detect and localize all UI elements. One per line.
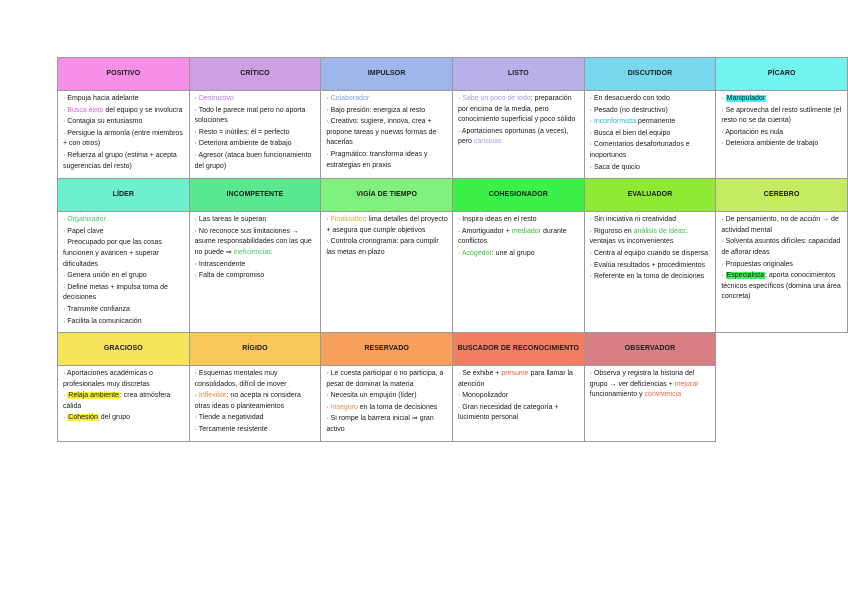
trait-text: · Empuja hacia adelante <box>63 95 139 102</box>
trait-text: : une al grupo <box>491 249 535 257</box>
role-traits-listo <box>452 91 584 179</box>
trait-text: · Las tareas le superan <box>194 216 267 224</box>
role-title: GRACIOSO <box>103 345 143 353</box>
role-traits-cohesionador <box>452 212 584 333</box>
role-header-cerebro <box>716 179 848 212</box>
trait-text: · Monopolizador <box>457 392 509 400</box>
trait-text: durante conflictos <box>457 227 567 246</box>
trait-item <box>63 94 185 105</box>
role-title: EVALUADOR <box>627 191 673 199</box>
trait-item <box>721 139 843 150</box>
trait-text: · Intrascendente <box>194 260 246 268</box>
trait-text: · Amortiguador + <box>457 227 512 235</box>
colored-text: convivencia <box>644 391 682 399</box>
role-traits-incompetente <box>189 212 321 333</box>
role-traits-picaro <box>716 91 848 179</box>
role-header-positivo <box>58 58 190 91</box>
trait-item <box>63 129 185 150</box>
role-header-evaluador <box>584 179 716 212</box>
role-traits-vigia-de-tiempo <box>321 212 453 333</box>
trait-item <box>721 94 843 105</box>
trait-item <box>195 215 317 226</box>
trait-item <box>195 369 317 390</box>
trait-text: · <box>63 106 68 114</box>
trait-text: · Solventa asuntos difíciles: capacidad de aflorar ideas <box>721 238 841 256</box>
trait-text: · Falta de compromiso <box>194 272 265 280</box>
trait-text: · Refuerza al grupo (estima + acepta sugerencias del resto) <box>63 151 177 170</box>
trait-item <box>326 403 448 414</box>
trait-item <box>326 106 448 117</box>
trait-item <box>458 127 580 148</box>
role-title: CRÍTICO <box>240 70 270 77</box>
trait-item <box>590 272 712 283</box>
trait-item <box>63 271 185 282</box>
colored-text: Organizador <box>67 216 106 224</box>
role-header-vigia-de-tiempo <box>321 179 453 212</box>
role-title: DISCUTIDOR <box>627 70 673 77</box>
trait-item <box>326 237 448 258</box>
role-traits-impulsor <box>321 91 453 179</box>
role-title: LÍDER <box>112 191 135 199</box>
trait-item <box>590 215 712 226</box>
trait-text: · Evalúa resultados + procedimientos <box>589 261 706 269</box>
role-title: RESERVADO <box>364 345 409 353</box>
empty-cell <box>716 366 848 442</box>
trait-item <box>590 106 712 117</box>
trait-item <box>590 261 712 272</box>
trait-text: · Persigue la armonía (entre miembros + con otros) <box>63 129 183 148</box>
trait-item <box>195 413 317 424</box>
trait-text: del grupo <box>98 414 130 422</box>
trait-text: · Define metas + impulsa toma de decisiones <box>63 283 168 302</box>
trait-text: · De pensamiento, no de acción → de actividad mental <box>721 216 839 234</box>
trait-item <box>63 151 185 172</box>
trait-text: · Esquemas mentales muy consolidados, difícil de mover <box>194 370 287 388</box>
colored-text: Inconformista <box>593 118 636 126</box>
content-row <box>58 212 848 333</box>
colored-text: mediador <box>511 227 542 235</box>
trait-text: · Aportaciones oportunas (a veces), pero <box>457 127 569 146</box>
empty-cell <box>716 333 848 366</box>
role-header-reservado <box>321 333 453 366</box>
trait-item <box>590 249 712 260</box>
role-title: VIGÍA DE TIEMPO <box>356 191 417 199</box>
trait-text: · Controla cronograma: para cumplir las metas en plazo <box>326 238 439 256</box>
trait-item <box>458 94 580 126</box>
trait-item <box>195 425 317 436</box>
trait-item <box>458 249 580 260</box>
role-title: RÍGIDO <box>242 345 268 353</box>
trait-text: · <box>457 95 463 102</box>
trait-text: · Se aprovecha del resto sutilmente (el resto no se da cuenta) <box>721 106 842 125</box>
trait-text: · <box>194 392 199 400</box>
trait-text: · <box>194 95 199 102</box>
trait-text: · Facilita la comunicación <box>63 317 142 325</box>
trait-text: · <box>589 118 594 126</box>
highlighted-text: Cohesión <box>68 414 98 422</box>
trait-text: · Deteriora ambiente de trabajo <box>194 140 292 148</box>
trait-text: · Observa y registra la historia del grupo → ver deficiencias + <box>589 370 695 388</box>
trait-item <box>721 271 843 303</box>
trait-item <box>590 369 712 401</box>
role-title: IMPULSOR <box>367 70 406 77</box>
role-title: POSITIVO <box>106 70 141 77</box>
trait-text: · Necesita un empujón (líder) <box>326 392 417 400</box>
colored-text: Colaborador <box>330 95 370 102</box>
header-row <box>58 179 848 212</box>
colored-text: Sabe un poco de todo <box>462 95 531 102</box>
trait-text: : ventajas vs inconvenientes <box>589 227 688 246</box>
colored-text: análisis de ideas <box>633 227 686 235</box>
trait-item <box>63 369 185 390</box>
trait-text: : lima detalles del proyecto + asegura que cumple objetivos <box>326 216 448 234</box>
trait-text: : crea atmósfera cálida <box>63 392 171 410</box>
trait-text: · <box>721 272 726 280</box>
trait-text: · Tiende a negatividad <box>194 414 264 422</box>
trait-text: · Se exhibe + <box>457 370 502 378</box>
trait-text: · Preocupado por que las cosas funcionen y avancen + superar dificultades <box>63 239 162 268</box>
colored-text: ineficiencias <box>233 248 272 256</box>
trait-text: · Papel clave <box>63 227 104 235</box>
colored-text: presume <box>501 370 529 378</box>
role-header-listo <box>452 58 584 91</box>
role-header-cohesionador <box>452 179 584 212</box>
trait-item <box>63 413 185 424</box>
trait-text: · Pragmático: transforma ideas y estrategias en praxis <box>326 150 428 169</box>
trait-item <box>590 140 712 161</box>
trait-item <box>63 305 185 316</box>
trait-item <box>458 369 580 390</box>
role-header-buscador-de-reconocimiento <box>452 333 584 366</box>
trait-text: · Resto = inútiles; él = perfecto <box>194 128 290 136</box>
role-traits-cerebro <box>716 212 848 333</box>
trait-item <box>326 117 448 149</box>
role-traits-positivo <box>58 91 190 179</box>
trait-text: · Todo le parece mal pero no aporta soluciones <box>194 106 306 125</box>
highlighted-text: Manipulador <box>726 95 766 102</box>
role-header-observador <box>584 333 716 366</box>
role-title: LISTO <box>507 70 529 77</box>
colored-text: mejorar <box>674 380 699 388</box>
role-traits-evaluador <box>584 212 716 333</box>
colored-text: Acogedor <box>461 249 492 257</box>
trait-item <box>326 369 448 390</box>
role-title: PÍCARO <box>767 70 796 77</box>
trait-text: · Referente en la toma de decisiones <box>589 273 705 281</box>
trait-text: · No reconoce sus limitaciones → asume responsabilidades con las que no puede ⇒ <box>194 227 312 256</box>
roles-table <box>57 57 848 442</box>
trait-item <box>590 129 712 140</box>
trait-text: · Pesado (no destructivo) <box>589 106 668 114</box>
trait-item <box>195 227 317 259</box>
trait-item <box>326 94 448 105</box>
trait-item <box>63 117 185 128</box>
role-traits-rigido <box>189 366 321 442</box>
role-title: COHESIONADOR <box>488 191 548 199</box>
trait-item <box>195 106 317 127</box>
trait-text: · <box>326 403 331 411</box>
trait-item <box>458 403 580 424</box>
trait-item <box>326 150 448 171</box>
trait-item <box>63 227 185 238</box>
trait-text: · Genera unión en el grupo <box>63 272 147 280</box>
trait-item <box>195 151 317 172</box>
role-traits-buscador-de-reconocimiento <box>452 366 584 442</box>
role-traits-critico <box>189 91 321 179</box>
trait-text: · Creativo: sugiere, innova, crea + propone tareas y nuevas formas de hacerlas <box>326 118 437 147</box>
trait-item <box>721 128 843 139</box>
role-header-lider <box>58 179 190 212</box>
trait-item <box>195 391 317 412</box>
trait-text: · <box>721 95 726 102</box>
header-row <box>58 58 848 91</box>
role-header-rigido <box>189 333 321 366</box>
trait-text: · Propuestas originales <box>721 260 793 268</box>
trait-item <box>590 227 712 248</box>
trait-item <box>458 227 580 248</box>
trait-text: en la toma de decisiones <box>357 403 438 411</box>
trait-item <box>721 260 843 271</box>
role-header-picaro <box>716 58 848 91</box>
trait-text: · Aportación es nula <box>721 128 784 136</box>
role-header-impulsor <box>321 58 453 91</box>
trait-text: · Si rompe la barrera inicial ⇒ gran activo <box>326 415 434 434</box>
trait-text: · Gran necesidad de categoría + lucimiento personal <box>457 403 559 422</box>
trait-text: · Aportaciones académicas o profesionales muy discretas <box>63 370 153 388</box>
trait-item <box>195 139 317 150</box>
colored-text: Finalizador <box>330 216 365 224</box>
trait-text: · Centra al equipo cuando se dispersa <box>589 249 708 257</box>
trait-text: · En desacuerdo con todo <box>589 95 670 102</box>
role-traits-reservado <box>321 366 453 442</box>
trait-item <box>326 391 448 402</box>
trait-item <box>63 238 185 270</box>
trait-text: · Busca el bien del equipo <box>589 129 671 137</box>
role-title: INCOMPETENTE <box>226 191 284 199</box>
trait-item <box>721 237 843 258</box>
trait-item <box>590 117 712 128</box>
trait-item <box>590 94 712 105</box>
trait-text: · Deteriora ambiente de trabajo <box>721 140 819 148</box>
role-traits-observador <box>584 366 716 442</box>
trait-text: permanente <box>635 118 676 126</box>
trait-item <box>63 283 185 304</box>
role-header-gracioso <box>58 333 190 366</box>
role-traits-discutidor <box>584 91 716 179</box>
trait-text: : no acepta ni considera otras ideas o planteamientos <box>194 392 301 410</box>
trait-item <box>721 106 843 127</box>
trait-text: · Sin iniciativa ni creatividad <box>589 216 677 224</box>
role-header-discutidor <box>584 58 716 91</box>
trait-text: · <box>326 95 331 102</box>
trait-item <box>326 215 448 236</box>
trait-item <box>63 317 185 328</box>
colored-text: Destructivo <box>198 95 234 102</box>
content-row <box>58 366 848 442</box>
role-title: OBSERVADOR <box>624 345 676 353</box>
trait-text: · Transmite confianza <box>63 305 130 313</box>
colored-text: Busca éxito <box>67 106 104 114</box>
trait-item <box>721 215 843 236</box>
trait-item <box>458 215 580 226</box>
trait-item <box>63 215 185 226</box>
trait-item <box>195 271 317 282</box>
header-row <box>58 333 848 366</box>
role-traits-gracioso <box>58 366 190 442</box>
trait-text: · Bajo presión: energiza al resto <box>326 106 426 114</box>
role-title: CEREBRO <box>763 191 800 199</box>
role-title: BUSCADOR DE RECONOCIMIENTO <box>457 345 580 353</box>
colored-text: Inflexible <box>198 392 227 400</box>
trait-item <box>63 106 185 117</box>
trait-text: : preparación por encima de la media, pero conocimiento superficial y poco sólido <box>457 95 576 124</box>
trait-item <box>326 414 448 435</box>
trait-item <box>590 163 712 174</box>
trait-text: funcionamiento y <box>589 391 645 399</box>
trait-item <box>195 260 317 271</box>
colored-text: Inseguro <box>330 403 358 411</box>
colored-text: cansinas <box>473 138 502 146</box>
trait-text: · Tercamente resistente <box>194 426 268 434</box>
trait-text: · Riguroso en <box>589 227 634 235</box>
trait-item <box>63 391 185 412</box>
trait-text: · Saca de quicio <box>589 163 640 171</box>
trait-text: para llamar la atención <box>457 370 573 388</box>
highlighted-text: Especialista <box>726 272 764 280</box>
trait-item <box>195 128 317 139</box>
role-header-critico <box>189 58 321 91</box>
trait-text: · Agresor (ataca buen funcionamiento del grupo) <box>194 151 312 170</box>
trait-item <box>458 391 580 402</box>
trait-item <box>195 94 317 105</box>
trait-text: · <box>457 249 462 257</box>
trait-text: : aporta conocimientos técnicos específicos (domina una área concreta) <box>721 272 841 301</box>
trait-text: del equipo y se involucra <box>103 106 183 114</box>
trait-text: · <box>63 216 68 224</box>
role-traits-lider <box>58 212 190 333</box>
highlighted-text: Relaja ambiente <box>68 392 119 400</box>
trait-text: · <box>63 414 68 422</box>
trait-text: · Comentarios desafortunados e inoportunos <box>589 141 690 159</box>
trait-text: · <box>63 392 68 400</box>
trait-text: · <box>326 216 331 224</box>
trait-text: · Contagia su entusiasmo <box>63 118 143 126</box>
trait-text: · Le cuesta participar o no participa, a pesar de dominar la materia <box>326 370 444 388</box>
trait-text: · Inspira ideas en el resto <box>457 216 537 224</box>
content-row <box>58 91 848 179</box>
role-header-incompetente <box>189 179 321 212</box>
